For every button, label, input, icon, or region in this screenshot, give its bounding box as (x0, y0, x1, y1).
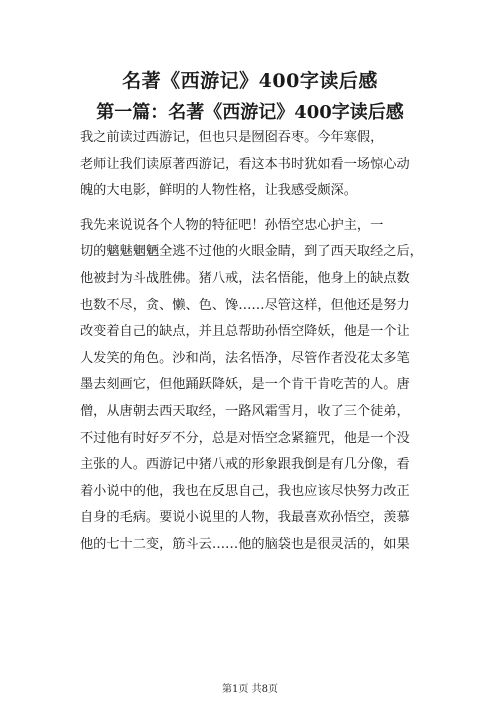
text-line: 着小说中的他，我也在反思自己，我也应该尽快努力改正 (80, 483, 410, 499)
text-line: 他被封为斗战胜佛。猪八戒，法名悟能，他身上的缺点数 (80, 270, 410, 286)
body-text (80, 125, 423, 559)
paragraph-gap (80, 205, 420, 213)
text-line: 切的魑魅魍魉全逃不过他的火眼金睛，到了西天取经之后， (80, 244, 423, 260)
section-title: 第一篇：名著《西游记》400字读后感 (96, 102, 404, 123)
text-line: 人发笑的角色。沙和尚，法名悟净，尽管作者没花太多笔 (80, 350, 410, 366)
text-line: 他的七十二变，筋斗云……他的脑袋也是很灵活的，如果 (80, 536, 410, 552)
paragraph-2 (80, 213, 423, 559)
text-line: 自身的毛病。要说小说里的人物，我最喜欢孙悟空，羡慕 (80, 510, 410, 526)
document-title: 名著《西游记》400字读后感 (122, 70, 378, 92)
text-line: 僧，从唐朝去西天取经，一路风霜雪月，收了三个徒弟， (80, 403, 410, 419)
page-footer: 第1页 共8页 (222, 684, 278, 695)
text-line: 不过他有时好歹不分，总是对悟空念紧箍咒，他是一个没 (80, 430, 410, 446)
paragraph-1 (80, 125, 420, 205)
text-line: 老师让我们读原著西游记，看这本书时犹如看一场惊心动 (80, 156, 410, 172)
text-line: 也数不尽，贪、懒、色、馋……尽管这样，但他还是努力 (80, 297, 410, 313)
text-line: 墨去刻画它，但他踊跃降妖，是一个肯干肯吃苦的人。唐 (80, 377, 410, 393)
text-line: 魄的大电影，鲜明的人物性格，让我感受颇深。 (80, 183, 357, 199)
text-line: 我之前读过西游记，但也只是囫囵吞枣。今年寒假， (80, 130, 384, 145)
text-line: 我先来说说各个人物的特征吧！孙悟空忠心护主，一 (80, 217, 384, 233)
text-line: 改变着自己的缺点，并且总帮助孙悟空降妖，他是一个让 (80, 324, 410, 340)
text-line: 主张的人。西游记中猪八戒的形象跟我倒是有几分像，看 (80, 457, 410, 473)
